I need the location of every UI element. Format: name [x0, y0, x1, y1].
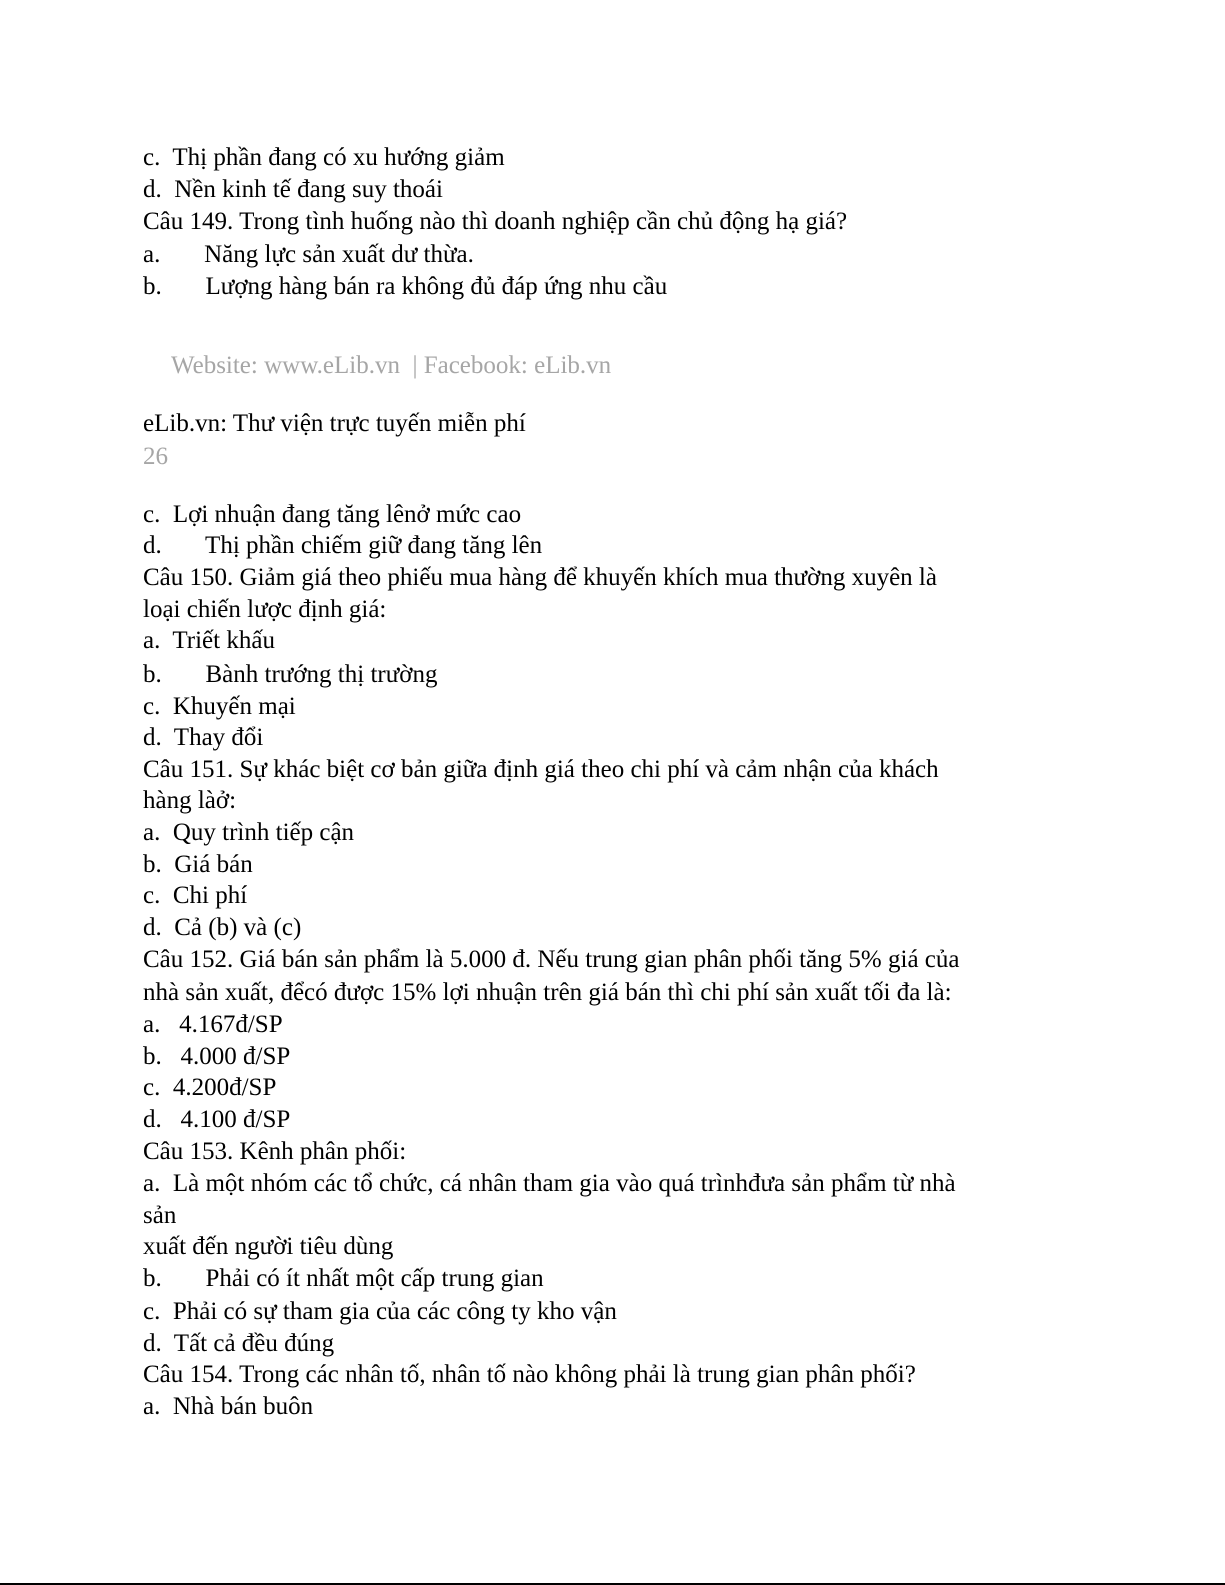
question-151-cont: hàng làở:: [143, 787, 237, 814]
answer-option-a: a. Nhà bán buôn: [143, 1393, 314, 1420]
footer-website-link: Website: www.eLib.vn | Facebook: eLib.vn: [171, 352, 612, 379]
answer-option-c: c. Thị phần đang có xu hướng giảm: [143, 144, 505, 171]
answer-option-d: d. Cả (b) và (c): [143, 914, 302, 941]
answer-option-b: b. Bành trướng thị trường: [143, 661, 438, 688]
answer-option-a: a. Quy trình tiếp cận: [143, 819, 355, 846]
answer-option-d: d. Nền kinh tế đang suy thoái: [143, 176, 443, 203]
answer-option-b: b. Lượng hàng bán ra không đủ đáp ứng nhu cầu: [143, 273, 668, 300]
header-title: eLib.vn: Thư viện trực tuyến miễn phí: [143, 410, 526, 437]
answer-option-d: d. Thị phần chiếm giữ đang tăng lên: [143, 532, 543, 559]
answer-option-a: a. Năng lực sản xuất dư thừa.: [143, 241, 474, 268]
answer-option-a: a. 4.167đ/SP: [143, 1011, 283, 1038]
answer-option-a-cont: sản: [143, 1202, 177, 1229]
question-149: Câu 149. Trong tình huống nào thì doanh nghiệp cần chủ động hạ giá?: [143, 208, 848, 235]
question-152: Câu 152. Giá bán sản phẩm là 5.000 đ. Nếu trung gian phân phối tăng 5% giá của: [143, 946, 960, 973]
answer-option-a-cont: xuất đến người tiêu dùng: [143, 1233, 394, 1260]
answer-option-c: c. Chi phí: [143, 882, 248, 909]
answer-option-c: c. 4.200đ/SP: [143, 1074, 277, 1101]
answer-option-a: a. Triết khấu: [143, 627, 275, 654]
answer-option-a: a. Là một nhóm các tổ chức, cá nhân tham gia vào quá trìnhđưa sản phẩm từ nhà: [143, 1170, 956, 1197]
question-153: Câu 153. Kênh phân phối:: [143, 1138, 407, 1165]
answer-option-d: d. 4.100 đ/SP: [143, 1106, 291, 1133]
answer-option-c: c. Khuyến mại: [143, 693, 296, 720]
question-150-cont: loại chiến lược định giá:: [143, 596, 387, 623]
question-152-cont: nhà sản xuất, đểcó được 15% lợi nhuận trên giá bán thì chi phí sản xuất tối đa là:: [143, 979, 952, 1006]
answer-option-d: d. Thay đổi: [143, 724, 264, 751]
answer-option-c: c. Phải có sự tham gia của các công ty kho vận: [143, 1298, 617, 1325]
question-151: Câu 151. Sự khác biệt cơ bản giữa định giá theo chi phí và cảm nhận của khách: [143, 756, 939, 783]
question-154: Câu 154. Trong các nhân tố, nhân tố nào không phải là trung gian phân phối?: [143, 1361, 916, 1388]
answer-option-c: c. Lợi nhuận đang tăng lênở mức cao: [143, 501, 522, 528]
answer-option-b: b. Giá bán: [143, 851, 253, 878]
answer-option-b: b. 4.000 đ/SP: [143, 1043, 291, 1070]
question-150: Câu 150. Giảm giá theo phiếu mua hàng để khuyến khích mua thường xuyên là: [143, 564, 937, 591]
answer-option-b: b. Phải có ít nhất một cấp trung gian: [143, 1265, 544, 1292]
answer-option-d: d. Tất cả đều đúng: [143, 1330, 335, 1357]
page-number: 26: [143, 443, 168, 470]
